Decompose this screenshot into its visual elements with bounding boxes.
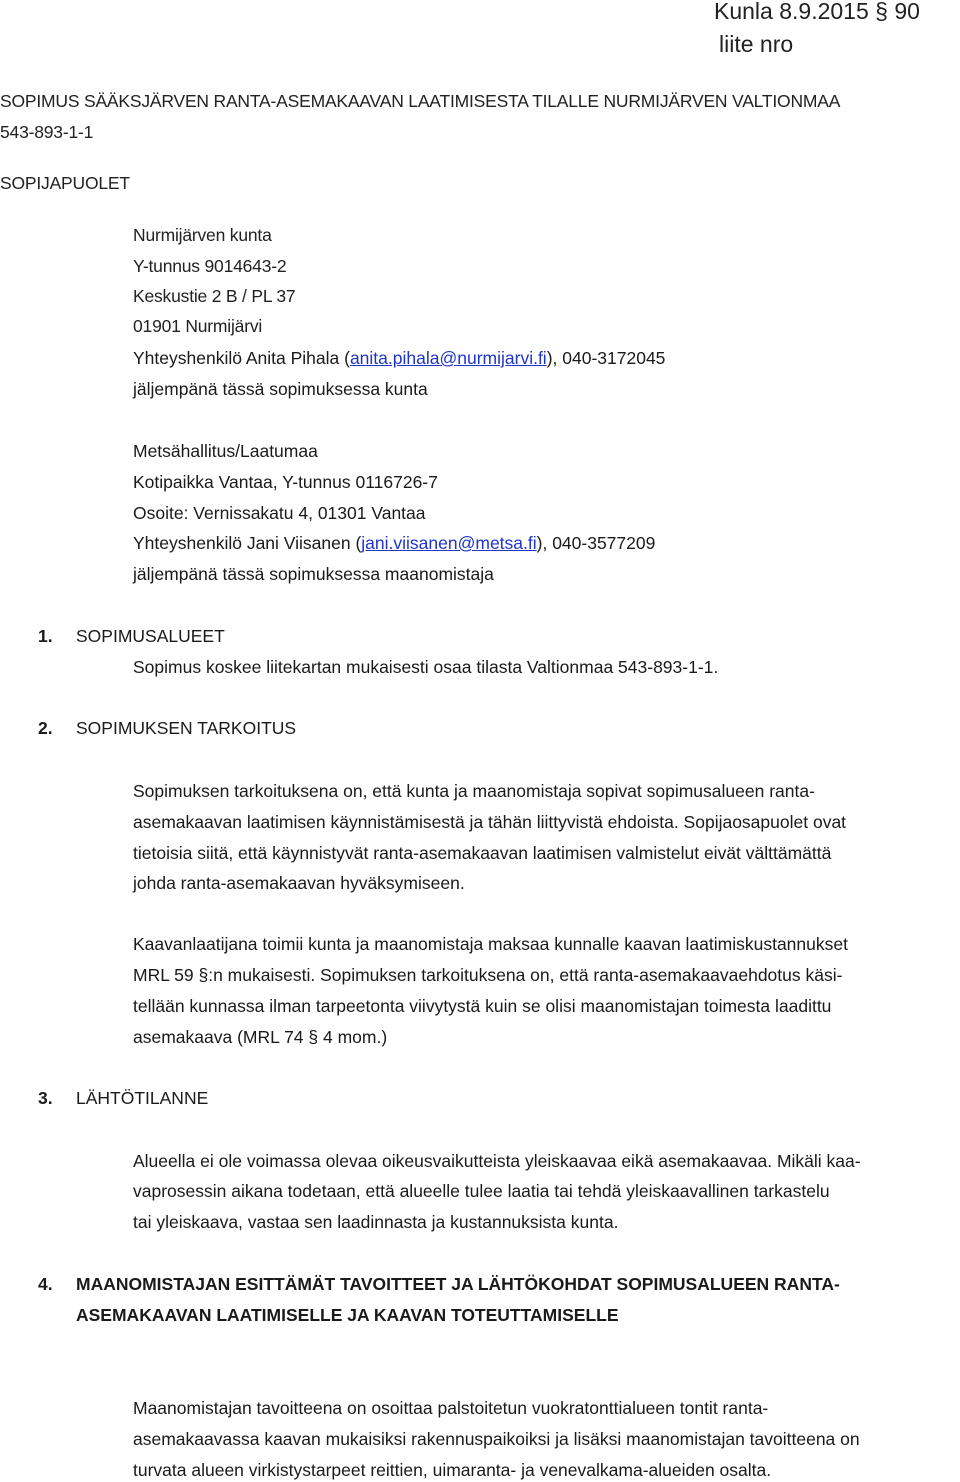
section3-line3: tai yleiskaava, vastaa sen laadinnasta ja kustannuksista kunta. [133, 1212, 619, 1232]
party1-contact [133, 348, 665, 369]
document-title-line2: 543-893-1-1 [0, 122, 94, 142]
section3-number: 3. [38, 1088, 53, 1108]
section4-heading-line2: ASEMAKAAVAN LAATIMISELLE JA KAAVAN TOTEUTTAMISELLE [76, 1305, 619, 1325]
section1-text: Sopimus koskee liitekartan mukaisesti osaa tilasta Valtionmaa 543-893-1-1. [133, 657, 719, 677]
section2-para1-line4: johda ranta-asemakaavan hyväksymiseen. [133, 873, 465, 893]
party1-email-link[interactable]: anita.pihala@nurmijarvi.fi [349, 348, 547, 368]
party1-contact-prefix: Yhteyshenkilö Anita Pihala ( [133, 348, 350, 368]
party1-name: Nurmijärven kunta [133, 225, 272, 245]
section2-heading: SOPIMUKSEN TARKOITUS [76, 718, 297, 738]
section2-para1-line1: Sopimuksen tarkoituksena on, että kunta ja maanomistaja sopivat sopimusalueen ranta- [133, 781, 815, 801]
section2-number: 2. [38, 718, 53, 738]
section2-para2-line2: MRL 59 §:n mukaisesti. Sopimuksen tarkoituksena on, että ranta-asemakaavaehdotus käsi- [133, 965, 843, 985]
section4-number: 4. [38, 1274, 53, 1294]
section2-para2-line1: Kaavanlaatijana toimii kunta ja maanomistaja maksaa kunnalle kaavan laatimiskustannukset [133, 934, 848, 954]
section2-para2-line3: tellään kunnassa ilman tarpeetonta viivytystä kuin se olisi maanomistajan toimesta laadittu [133, 996, 832, 1016]
section4-line3: turvata alueen virkistystarpeet reittien, uimaranta- ja venevalkama-alueiden osalta. [133, 1460, 772, 1480]
section4-heading-line1: MAANOMISTAJAN ESITTÄMÄT TAVOITTEET JA LÄHTÖKOHDAT SOPIMUSALUEEN RANTA- [76, 1274, 840, 1294]
party2-contact-prefix: Yhteyshenkilö Jani Viisanen ( [133, 533, 362, 553]
party1-role: jäljempänä tässä sopimuksessa kunta [133, 379, 428, 399]
party1-contact-suffix: ), 040-3172045 [546, 348, 666, 368]
party2-seat: Kotipaikka Vantaa, Y-tunnus 0116726-7 [133, 472, 438, 492]
section3-heading: LÄHTÖTILANNE [76, 1088, 209, 1108]
party1-postal: 01901 Nurmijärvi [133, 316, 263, 336]
party2-contact [133, 533, 655, 554]
header-attachment: liite nro [719, 31, 794, 57]
section1-heading: SOPIMUSALUEET [76, 626, 225, 646]
section2-para2-line4: asemakaava (MRL 74 § 4 mom.) [133, 1027, 388, 1047]
party1-address: Keskustie 2 B / PL 37 [133, 286, 296, 306]
section1-number: 1. [38, 626, 53, 646]
section4-line2: asemakaavassa kaavan mukaisiksi rakennuspaikoiksi ja lisäksi maanomistajan tavoitteena on [133, 1429, 860, 1449]
document-title-line1: SOPIMUS SÄÄKSJÄRVEN RANTA-ASEMAKAAVAN LAATIMISESTA TILALLE NURMIJÄRVEN VALTIONMAA [0, 91, 841, 111]
section2-para1-line2: asemakaavan laatimisen käynnistämisestä ja tähän liittyvistä ehdoista. Sopijaosapuolet ovat [133, 812, 847, 832]
parties-heading: SOPIJAPUOLET [0, 173, 130, 193]
party2-address: Osoite: Vernissakatu 4, 01301 Vantaa [133, 503, 426, 523]
section2-para1-line3: tietoisia siitä, että käynnistyvät ranta-asemakaavan laatimisen valmistelut eivät välttämättä [133, 843, 832, 863]
header-date: Kunla 8.9.2015 § 90 [714, 0, 920, 24]
section4-line1: Maanomistajan tavoitteena on osoittaa palstoitetun vuokratonttialueen tontit ranta- [133, 1398, 769, 1418]
party1-ytunnus: Y-tunnus 9014643-2 [133, 256, 287, 276]
section3-line2: vaprosessin aikana todetaan, että alueelle tulee laatia tai tehdä yleiskaavallinen tarkastelu [133, 1181, 830, 1201]
party2-contact-suffix: ), 040-3577209 [536, 533, 656, 553]
party2-email-link[interactable]: jani.viisanen@metsa.fi [361, 533, 537, 553]
section3-line1: Alueella ei ole voimassa olevaa oikeusvaikutteista yleiskaavaa eikä asemakaavaa. Mikäli kaa- [133, 1151, 861, 1171]
party2-role: jäljempänä tässä sopimuksessa maanomistaja [133, 564, 494, 584]
party2-name: Metsähallitus/Laatumaa [133, 441, 318, 461]
